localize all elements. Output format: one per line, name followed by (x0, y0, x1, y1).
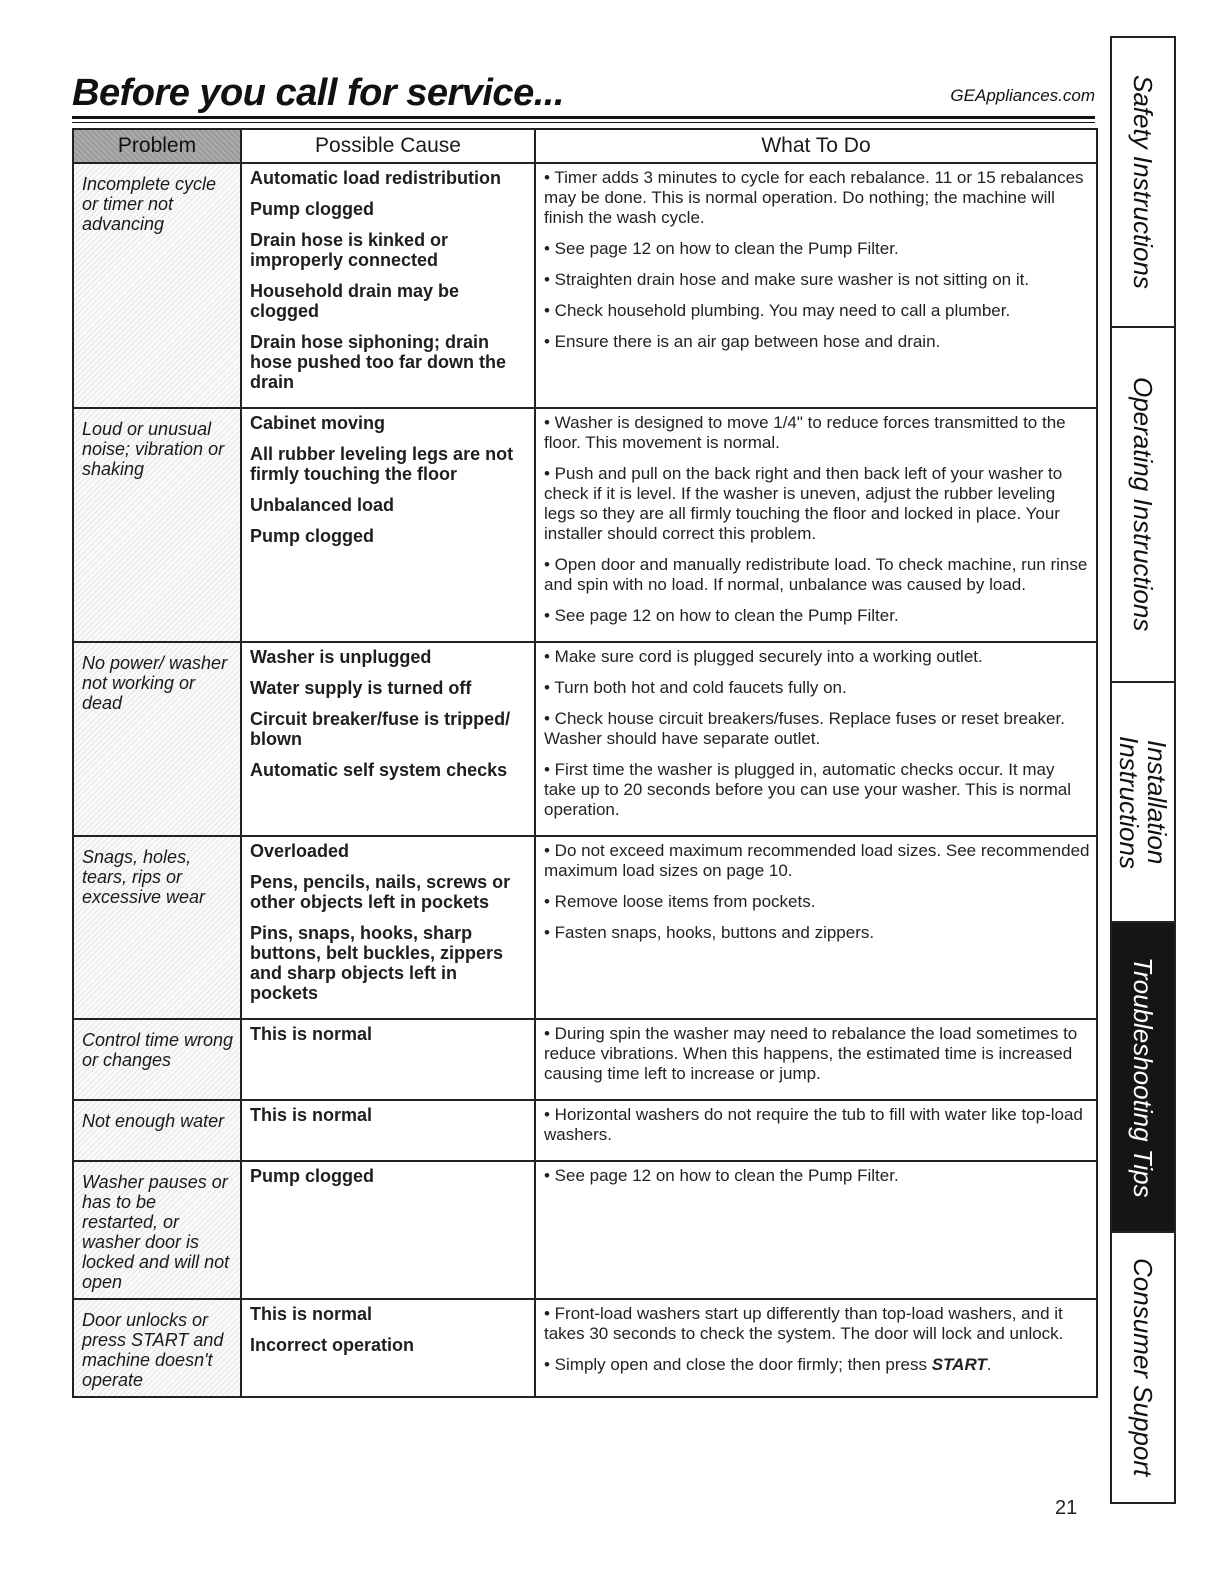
possible-cause: Automatic self system checks (250, 760, 508, 780)
header-rule (72, 116, 1095, 119)
cause-cell (241, 1161, 535, 1299)
what-to-do: • First time the washer is plugged in, automatic checks occur. It may take up to 20 seconds before you can use your washer. This is normal operation. (544, 760, 1071, 819)
tab-safety-instructions[interactable] (1112, 38, 1174, 328)
page-number: 21 (1055, 1497, 1078, 1519)
what-to-do: • Timer adds 3 minutes to cycle for each rebalance. 11 or 15 rebalances may be done. This is normal operation. Do nothing; the machine will finish the wash cycle. (544, 168, 1084, 227)
possible-cause: Overloaded (250, 841, 350, 861)
what-to-do: • Straighten drain hose and make sure washer is not sitting on it. (544, 270, 1030, 289)
what-to-do: • Front-load washers start up differently than top-load washers, and it takes 30 seconds to check the system. The door will lock and unlock. (544, 1304, 1064, 1343)
possible-cause: All rubber leveling legs are not firmly touching the floor (250, 444, 514, 484)
cause-cell (241, 836, 535, 1019)
possible-cause: Washer is unplugged (250, 647, 432, 667)
what-to-do: • Turn both hot and cold faucets fully on. (544, 678, 847, 697)
problem-cell: No power/ washer not working or dead (73, 642, 241, 836)
what-to-do: • Horizontal washers do not require the tub to fill with water like top-load washers. (544, 1105, 1083, 1144)
tab-label: Safety Instructions (1128, 75, 1158, 289)
table-body (73, 163, 1097, 1397)
tab-label: Operating Instructions (1128, 377, 1158, 632)
possible-cause: Automatic load redistribution (250, 168, 502, 188)
possible-cause: Incorrect operation (250, 1335, 415, 1355)
problem-cell: Not enough water (73, 1100, 241, 1161)
tab-troubleshooting-tips[interactable] (1112, 923, 1174, 1233)
table-row (73, 836, 1097, 1019)
page-title: Before you call for service... (72, 72, 564, 114)
what-to-do: • Ensure there is an air gap between hose and drain. (544, 332, 941, 351)
what-to-do: • Open door and manually redistribute load. To check machine, run rinse and spin with no load. If normal, unbalance was caused by load. (544, 555, 1088, 594)
what-to-do: • Do not exceed maximum recommended load sizes. See recommended maximum load sizes on page 10. (544, 841, 1090, 880)
possible-cause: This is normal (250, 1105, 373, 1125)
table-row (73, 408, 1097, 642)
possible-cause: Pump clogged (250, 526, 375, 546)
cause-cell (241, 1019, 535, 1100)
what-to-do: • Push and pull on the back right and then back left of your washer to check if it is level. If the washer is uneven, adjust the rubber leveling legs so they are all firmly touching the floor and locked in place. Your installer should correct this problem. (544, 464, 1063, 543)
cause-cell (241, 642, 535, 836)
troubleshooting-table (72, 128, 1098, 1398)
table-row (73, 1299, 1097, 1397)
problem-column-header: Problem (73, 129, 241, 163)
problem-cell: Incomplete cycle or timer not advancing (73, 163, 241, 408)
todo-cell (535, 1100, 1097, 1161)
possible-cause: Pins, snaps, hooks, sharp buttons, belt buckles, zippers and sharp objects left in pockets (250, 923, 504, 1003)
possible-cause: This is normal (250, 1024, 373, 1044)
cause-column-header: Possible Cause (241, 129, 535, 163)
todo-cell (535, 836, 1097, 1019)
header-rule-thin (72, 122, 1095, 123)
what-to-do: • Check house circuit breakers/fuses. Replace fuses or reset breaker. Washer should have separate outlet. (544, 709, 1065, 748)
possible-cause: Drain hose siphoning; drain hose pushed too far down the drain (250, 332, 506, 392)
todo-cell (535, 642, 1097, 836)
tab-installation-instructions[interactable] (1112, 683, 1174, 923)
possible-cause: Cabinet moving (250, 413, 386, 433)
table-row (73, 163, 1097, 408)
possible-cause: Pump clogged (250, 199, 375, 219)
problem-cell: Control time wrong or changes (73, 1019, 241, 1100)
possible-cause: Unbalanced load (250, 495, 395, 515)
table-row (73, 1019, 1097, 1100)
what-to-do: • Check household plumbing. You may need to call a plumber. (544, 301, 1011, 320)
cause-cell (241, 1299, 535, 1397)
cause-cell (241, 1100, 535, 1161)
table-row (73, 1161, 1097, 1299)
todo-cell (535, 408, 1097, 642)
tab-label: Consumer Support (1128, 1258, 1158, 1477)
what-to-do: • See page 12 on how to clean the Pump Filter. (544, 239, 899, 258)
what-to-do: • See page 12 on how to clean the Pump Filter. (544, 606, 899, 625)
possible-cause: Drain hose is kinked or improperly connected (250, 230, 449, 270)
todo-cell (535, 1161, 1097, 1299)
possible-cause: Pump clogged (250, 1166, 375, 1186)
problem-cell: Door unlocks or press START and machine doesn't operate (73, 1299, 241, 1397)
what-to-do: • Remove loose items from pockets. (544, 892, 816, 911)
website-link[interactable]: GEAppliances.com (950, 86, 1095, 105)
possible-cause: Pens, pencils, nails, screws or other objects left in pockets (250, 872, 511, 912)
possible-cause: Circuit breaker/fuse is tripped/ blown (250, 709, 511, 749)
possible-cause: Water supply is turned off (250, 678, 472, 698)
cause-cell (241, 408, 535, 642)
problem-cell: Washer pauses or has to be restarted, or washer door is locked and will not open (73, 1161, 241, 1299)
what-to-do: • See page 12 on how to clean the Pump Filter. (544, 1166, 899, 1185)
possible-cause: This is normal (250, 1304, 373, 1324)
possible-cause: Household drain may be clogged (250, 281, 460, 321)
table-row (73, 642, 1097, 836)
what-to-do: • Washer is designed to move 1/4" to reduce forces transmitted to the floor. This movement is normal. (544, 413, 1066, 452)
todo-cell (535, 1019, 1097, 1100)
todo-cell (535, 163, 1097, 408)
todo-cell (535, 1299, 1097, 1397)
table-row (73, 1100, 1097, 1161)
what-to-do: • Simply open and close the door firmly; then press START. (544, 1355, 992, 1374)
table-header-row (73, 129, 1097, 163)
what-to-do: • Make sure cord is plugged securely into a working outlet. (544, 647, 983, 666)
tab-label: Troubleshooting Tips (1128, 956, 1158, 1198)
what-to-do: • Fasten snaps, hooks, buttons and zippers. (544, 923, 875, 942)
cause-cell (241, 163, 535, 408)
tab-consumer-support[interactable] (1112, 1233, 1174, 1502)
tab-operating-instructions[interactable] (1112, 328, 1174, 683)
what-to-do: • During spin the washer may need to rebalance the load sometimes to reduce vibrations. When this happens, the estimated time is increased causing time left to increase or jump. (544, 1024, 1078, 1083)
tab-label: Installation Instructions (1114, 735, 1172, 869)
todo-column-header: What To Do (535, 129, 1097, 163)
problem-cell: Loud or unusual noise; vibration or shaking (73, 408, 241, 642)
problem-cell: Snags, holes, tears, rips or excessive wear (73, 836, 241, 1019)
section-tabs (1110, 36, 1176, 1504)
